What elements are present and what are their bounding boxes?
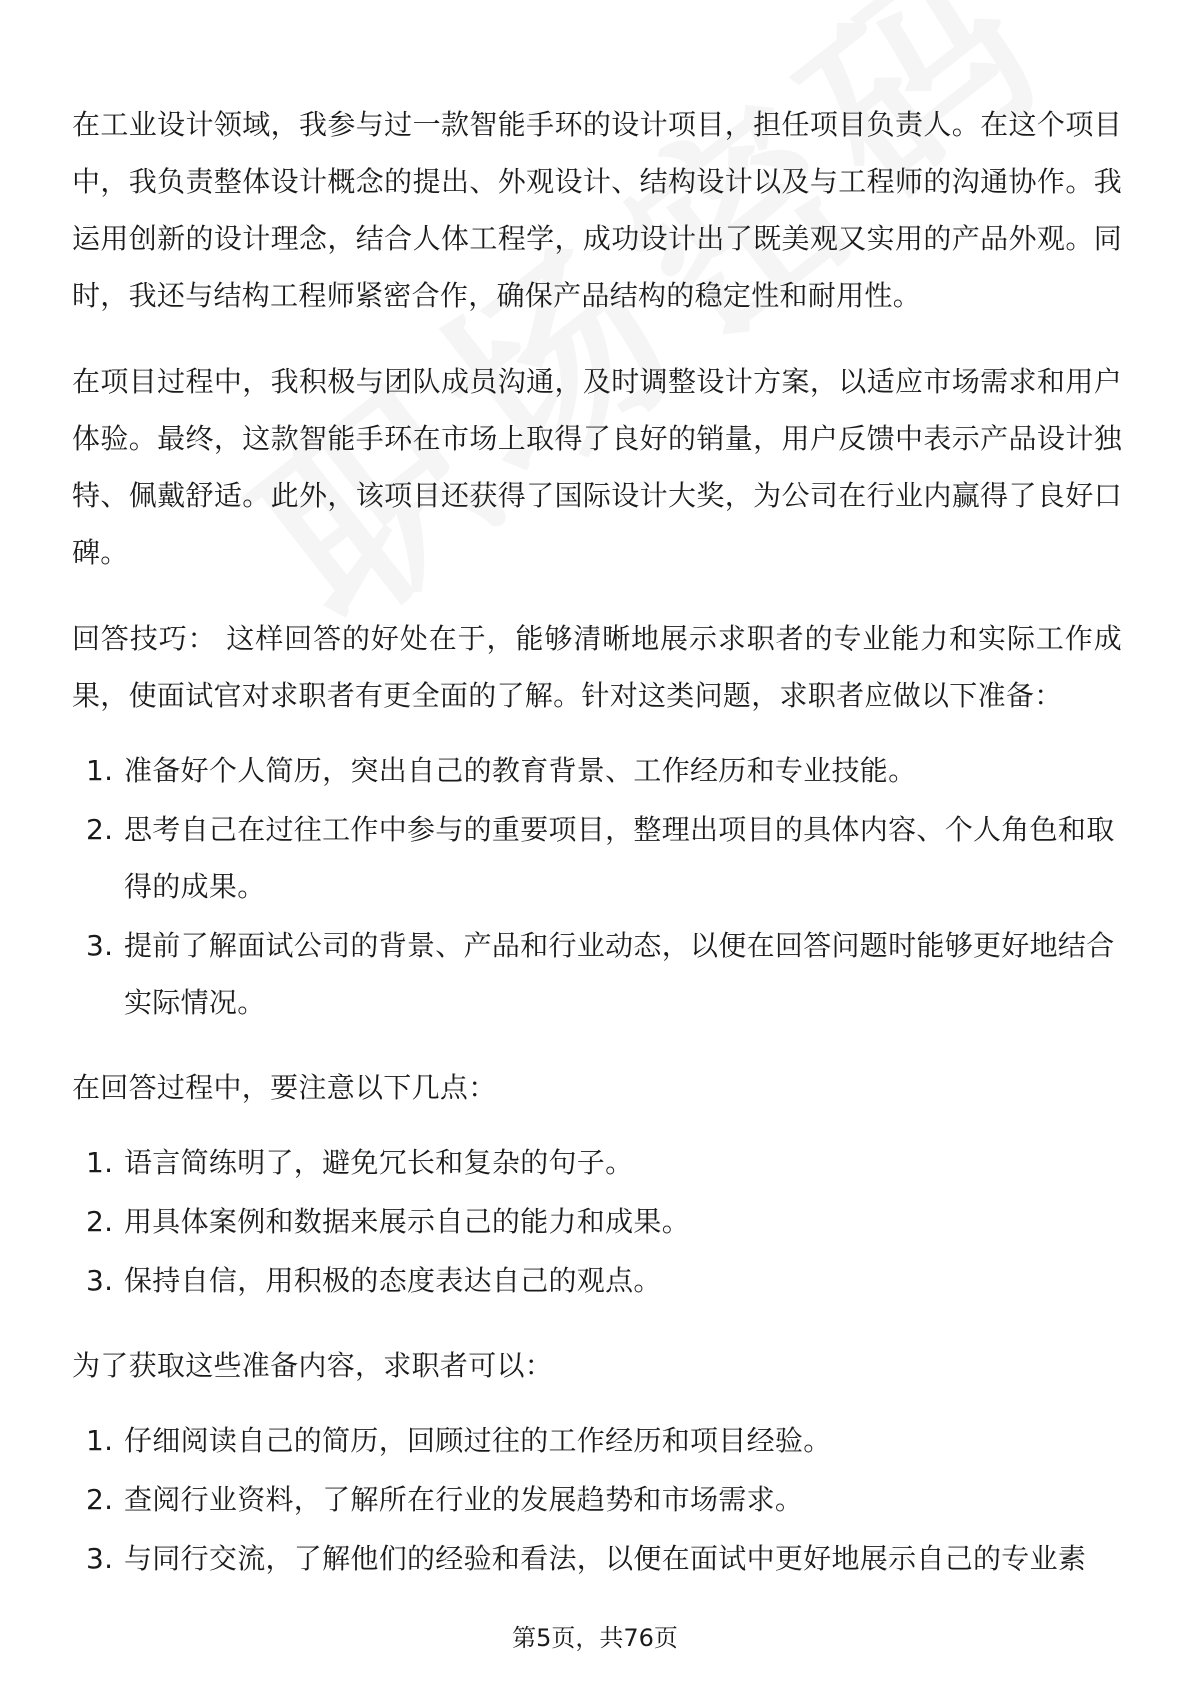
preparation-list bbox=[72, 742, 1122, 1031]
obtain-list bbox=[72, 1412, 1122, 1587]
paragraph-obtain-intro: 为了获取这些准备内容，求职者可以： bbox=[72, 1349, 554, 1382]
paragraph-project-description: 在工业设计领域，我参与过一款智能手环的设计项目，担任项目负责人。在这个项目中，我负责整体设计概念的提出、外观设计、结构设计以及与工程师的沟通协作。我运用创新的设计理念，结合人体工程学，成功设计出了既美观又实用的产品外观。同时，我还与结构工程师紧密合作，确保产品结构的稳定性和耐用性。 bbox=[72, 108, 1122, 312]
list-item: 3. 保持自信，用积极的态度表达自己的观点。 bbox=[86, 1264, 662, 1297]
list-item: 3. 提前了解面试公司的背景、产品和行业动态，以便在回答问题时能够更好地结合实际情况。 bbox=[86, 929, 1115, 1019]
page-number: 第5页，共76页 bbox=[512, 1624, 678, 1652]
paragraph-attention-intro: 在回答过程中，要注意以下几点： bbox=[72, 1071, 497, 1104]
list-item: 2. 用具体案例和数据来展示自己的能力和成果。 bbox=[86, 1205, 691, 1238]
list-item: 3. 与同行交流，了解他们的经验和看法，以便在面试中更好地展示自己的专业素 bbox=[86, 1542, 1087, 1575]
paragraph-project-result: 在项目过程中，我积极与团队成员沟通，及时调整设计方案，以适应市场需求和用户体验。最终，这款智能手环在市场上取得了良好的销量，用户反馈中表示产品设计独特、佩戴舒适。此外，该项目还获得了国际设计大奖，为公司在行业内赢得了良好口碑。 bbox=[72, 365, 1122, 569]
attention-list bbox=[72, 1134, 1122, 1309]
list-item: 2. 思考自己在过往工作中参与的重要项目，整理出项目的具体内容、个人角色和取得的成果。 bbox=[86, 813, 1115, 903]
list-item: 2. 查阅行业资料，了解所在行业的发展趋势和市场需求。 bbox=[86, 1483, 804, 1516]
paragraph-answer-tips: 回答技巧： 这样回答的好处在于，能够清晰地展示求职者的专业能力和实际工作成果，使面试官对求职者有更全面的了解。针对这类问题，求职者应做以下准备： bbox=[72, 622, 1122, 712]
list-item: 1. 语言简练明了，避免冗长和复杂的句子。 bbox=[86, 1146, 634, 1179]
document-body bbox=[72, 96, 1122, 1615]
list-item: 1. 准备好个人简历，突出自己的教育背景、工作经历和专业技能。 bbox=[86, 754, 917, 787]
list-item: 1. 仔细阅读自己的简历，回顾过往的工作经历和项目经验。 bbox=[86, 1424, 832, 1457]
